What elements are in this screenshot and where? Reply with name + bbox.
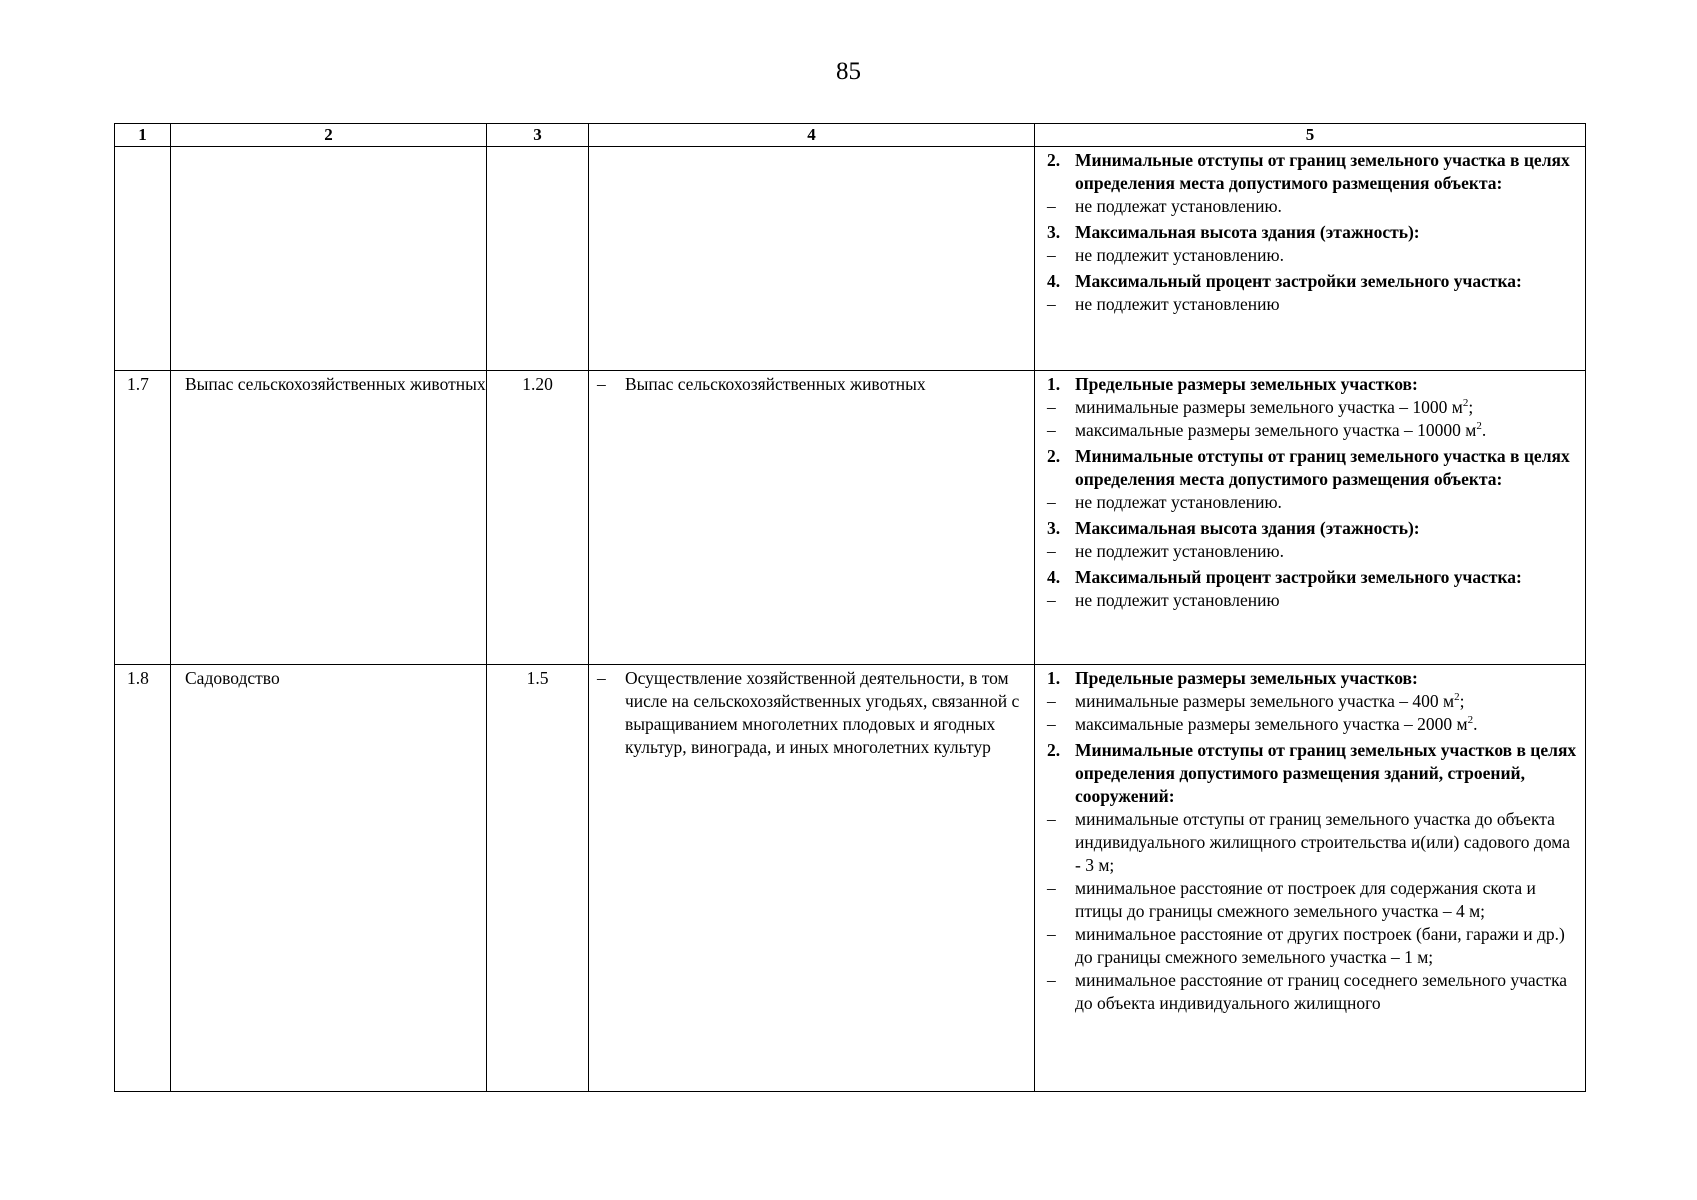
parameter-text-main: Минимальные отступы от границ земельного участка в целях определения места допустимого размещения объекта: <box>1075 150 1570 193</box>
parameter-text <box>1075 396 1579 419</box>
parameter-item <box>1047 589 1579 612</box>
parameter-item <box>1047 195 1579 218</box>
parameter-text-main: Максимальный процент застройки земельного участка: <box>1075 567 1522 587</box>
parameter-text <box>1075 149 1579 195</box>
table-row <box>115 147 1586 371</box>
punctuation: . <box>1473 714 1478 734</box>
description-item <box>597 373 1028 396</box>
parameter-text-main: не подлежит установлению <box>1075 294 1280 314</box>
parameter-item <box>1047 690 1579 713</box>
dash-marker: – <box>1047 809 1056 829</box>
dash-marker: – <box>597 374 606 394</box>
item-number: 1. <box>1047 668 1061 688</box>
parameter-text-main: не подлежит установлению. <box>1075 245 1284 265</box>
table-row <box>115 665 1586 1092</box>
parameter-item <box>1047 491 1579 514</box>
parameter-heading <box>1047 270 1579 293</box>
parameter-text-main: не подлежит установлению <box>1075 590 1280 610</box>
parameter-text-main: Предельные размеры земельных участков: <box>1075 668 1418 688</box>
parameter-text-main: Максимальная высота здания (этажность): <box>1075 222 1420 242</box>
parameter-item <box>1047 923 1579 969</box>
item-number: 4. <box>1047 271 1061 291</box>
parameter-text-main: минимальное расстояние от построек для содержания скота и птицы до границы смежного земельного участка – 4 м; <box>1075 878 1536 921</box>
parameter-text-main: максимальные размеры земельного участка – 2000 м <box>1075 714 1468 734</box>
parameter-text <box>1075 566 1579 589</box>
cell-name <box>171 147 487 371</box>
cell-code <box>487 665 589 1092</box>
parameter-text <box>1075 373 1579 396</box>
parameter-heading <box>1047 373 1579 396</box>
parameter-text-main: Максимальный процент застройки земельного участка: <box>1075 271 1522 291</box>
parameter-text <box>1075 713 1579 736</box>
parameter-item <box>1047 244 1579 267</box>
land-use-code: 1.20 <box>522 374 553 394</box>
table-header-row <box>115 124 1586 147</box>
land-use-name: Садоводство <box>185 668 280 688</box>
parameter-text-main: Предельные размеры земельных участков: <box>1075 374 1418 394</box>
parameter-text-main: не подлежат установлению. <box>1075 196 1282 216</box>
parameter-text-main: минимальные отступы от границ земельного участка до объекта индивидуального жилищного строительства и(или) садового дома - 3 м; <box>1075 809 1570 875</box>
page-number: 85 <box>836 58 861 85</box>
cell-code <box>487 147 589 371</box>
land-use-code: 1.5 <box>526 668 549 688</box>
item-number: 2. <box>1047 150 1061 170</box>
parameter-heading <box>1047 517 1579 540</box>
parameter-text <box>1075 690 1579 713</box>
row-number: 1.8 <box>127 668 149 688</box>
parameter-text <box>1075 491 1579 514</box>
parameter-item <box>1047 713 1579 736</box>
cell-name <box>171 371 487 665</box>
cell-parameters <box>1035 371 1586 665</box>
item-number: 3. <box>1047 518 1061 538</box>
parameter-text <box>1075 739 1579 808</box>
punctuation: ; <box>1468 397 1474 417</box>
dash-marker: – <box>1047 970 1056 990</box>
punctuation: . <box>1481 420 1487 440</box>
parameter-heading <box>1047 445 1579 491</box>
parameter-text <box>1075 667 1579 690</box>
dash-marker: – <box>1047 420 1056 440</box>
parameter-text <box>1075 540 1579 563</box>
parameter-item <box>1047 969 1579 1015</box>
superscript: 2 <box>1467 714 1474 727</box>
parameter-item <box>1047 877 1579 923</box>
dash-marker: – <box>1047 245 1056 265</box>
superscript: 2 <box>1476 420 1482 433</box>
dash-marker: – <box>1047 294 1056 314</box>
parameter-item <box>1047 396 1579 419</box>
parameter-item <box>1047 419 1579 442</box>
cell-parameters <box>1035 147 1586 371</box>
parameter-text <box>1075 221 1579 244</box>
cell-description <box>589 371 1035 665</box>
parameter-text <box>1075 877 1579 923</box>
parameter-text-main: Минимальные отступы от границ земельных участков в целях определения допустимого размещения зданий, строений, сооружений: <box>1075 740 1577 806</box>
parameter-text-main: не подлежит установлению. <box>1075 541 1284 561</box>
cell-number <box>115 147 171 371</box>
parameter-item <box>1047 293 1579 316</box>
cell-number <box>115 665 171 1092</box>
parameter-text <box>1075 589 1579 612</box>
parameter-text <box>1075 969 1579 1015</box>
cell-parameters <box>1035 665 1586 1092</box>
parameter-text <box>1075 293 1579 316</box>
parameter-text-main: минимальные размеры земельного участка – 400 м <box>1075 691 1455 711</box>
cell-description <box>589 665 1035 1092</box>
column-header-4: 4 <box>589 124 1035 147</box>
parameter-text-main: не подлежат установлению. <box>1075 492 1282 512</box>
column-header-3: 3 <box>487 124 589 147</box>
parameter-heading <box>1047 739 1579 808</box>
parameter-text <box>1075 923 1579 969</box>
parameter-heading <box>1047 221 1579 244</box>
cell-number <box>115 371 171 665</box>
item-number: 3. <box>1047 222 1061 242</box>
parameter-text-main: минимальные размеры земельного участка – 1000 м <box>1075 397 1463 417</box>
parameter-text-main: Максимальная высота здания (этажность): <box>1075 518 1420 538</box>
parameter-text <box>1075 270 1579 293</box>
dash-marker: – <box>1047 878 1056 898</box>
description-item <box>597 667 1028 759</box>
parameter-item <box>1047 808 1579 877</box>
parameter-heading <box>1047 149 1579 195</box>
parameter-text <box>1075 419 1579 442</box>
parameter-text <box>1075 445 1579 491</box>
parameter-text-main: минимальное расстояние от границ соседнего земельного участка до объекта индивидуального жилищного <box>1075 970 1568 1013</box>
cell-description <box>589 147 1035 371</box>
parameter-text-main: максимальные размеры земельного участка – 10000 м <box>1075 420 1477 440</box>
parameter-item <box>1047 540 1579 563</box>
description-text: Выпас сельскохозяйственных животных <box>625 374 926 394</box>
parameter-heading <box>1047 566 1579 589</box>
parameter-text-main: минимальное расстояние от других построек (бани, гаражи и др.) до границы смежного земельного участка – 1 м; <box>1075 924 1565 967</box>
table-row <box>115 371 1586 665</box>
parameter-text <box>1075 808 1579 877</box>
item-number: 1. <box>1047 374 1061 394</box>
dash-marker: – <box>1047 541 1056 561</box>
item-number: 2. <box>1047 740 1061 760</box>
punctuation: ; <box>1459 691 1465 711</box>
superscript: 2 <box>1454 691 1460 704</box>
dash-marker: – <box>1047 196 1056 216</box>
parameter-heading <box>1047 667 1579 690</box>
dash-marker: – <box>1047 714 1056 734</box>
dash-marker: – <box>1047 590 1056 610</box>
cell-code <box>487 371 589 665</box>
column-header-2: 2 <box>171 124 487 147</box>
description-text: Осуществление хозяйственной деятельности, в том числе на сельскохозяйственных угодьях, связанной с выращиванием многолетних плодовых и ягодных культур, винограда, и иных многолетних культур <box>625 668 1020 757</box>
column-header-5: 5 <box>1035 124 1586 147</box>
dash-marker: – <box>1047 691 1056 711</box>
cell-name <box>171 665 487 1092</box>
row-number: 1.7 <box>127 374 149 394</box>
parameter-text <box>1075 517 1579 540</box>
superscript: 2 <box>1462 397 1469 410</box>
item-number: 4. <box>1047 567 1061 587</box>
parameter-text-main: Минимальные отступы от границ земельного участка в целях определения места допустимого размещения объекта: <box>1075 446 1570 489</box>
dash-marker: – <box>1047 397 1056 417</box>
column-header-1: 1 <box>115 124 171 147</box>
regulations-table <box>114 123 1586 1092</box>
land-use-name: Выпас сельскохозяйственных животных <box>185 374 486 394</box>
dash-marker: – <box>1047 924 1056 944</box>
dash-marker: – <box>1047 492 1056 512</box>
parameter-text <box>1075 195 1579 218</box>
parameter-text <box>1075 244 1579 267</box>
item-number: 2. <box>1047 446 1061 466</box>
dash-marker: – <box>597 668 606 688</box>
